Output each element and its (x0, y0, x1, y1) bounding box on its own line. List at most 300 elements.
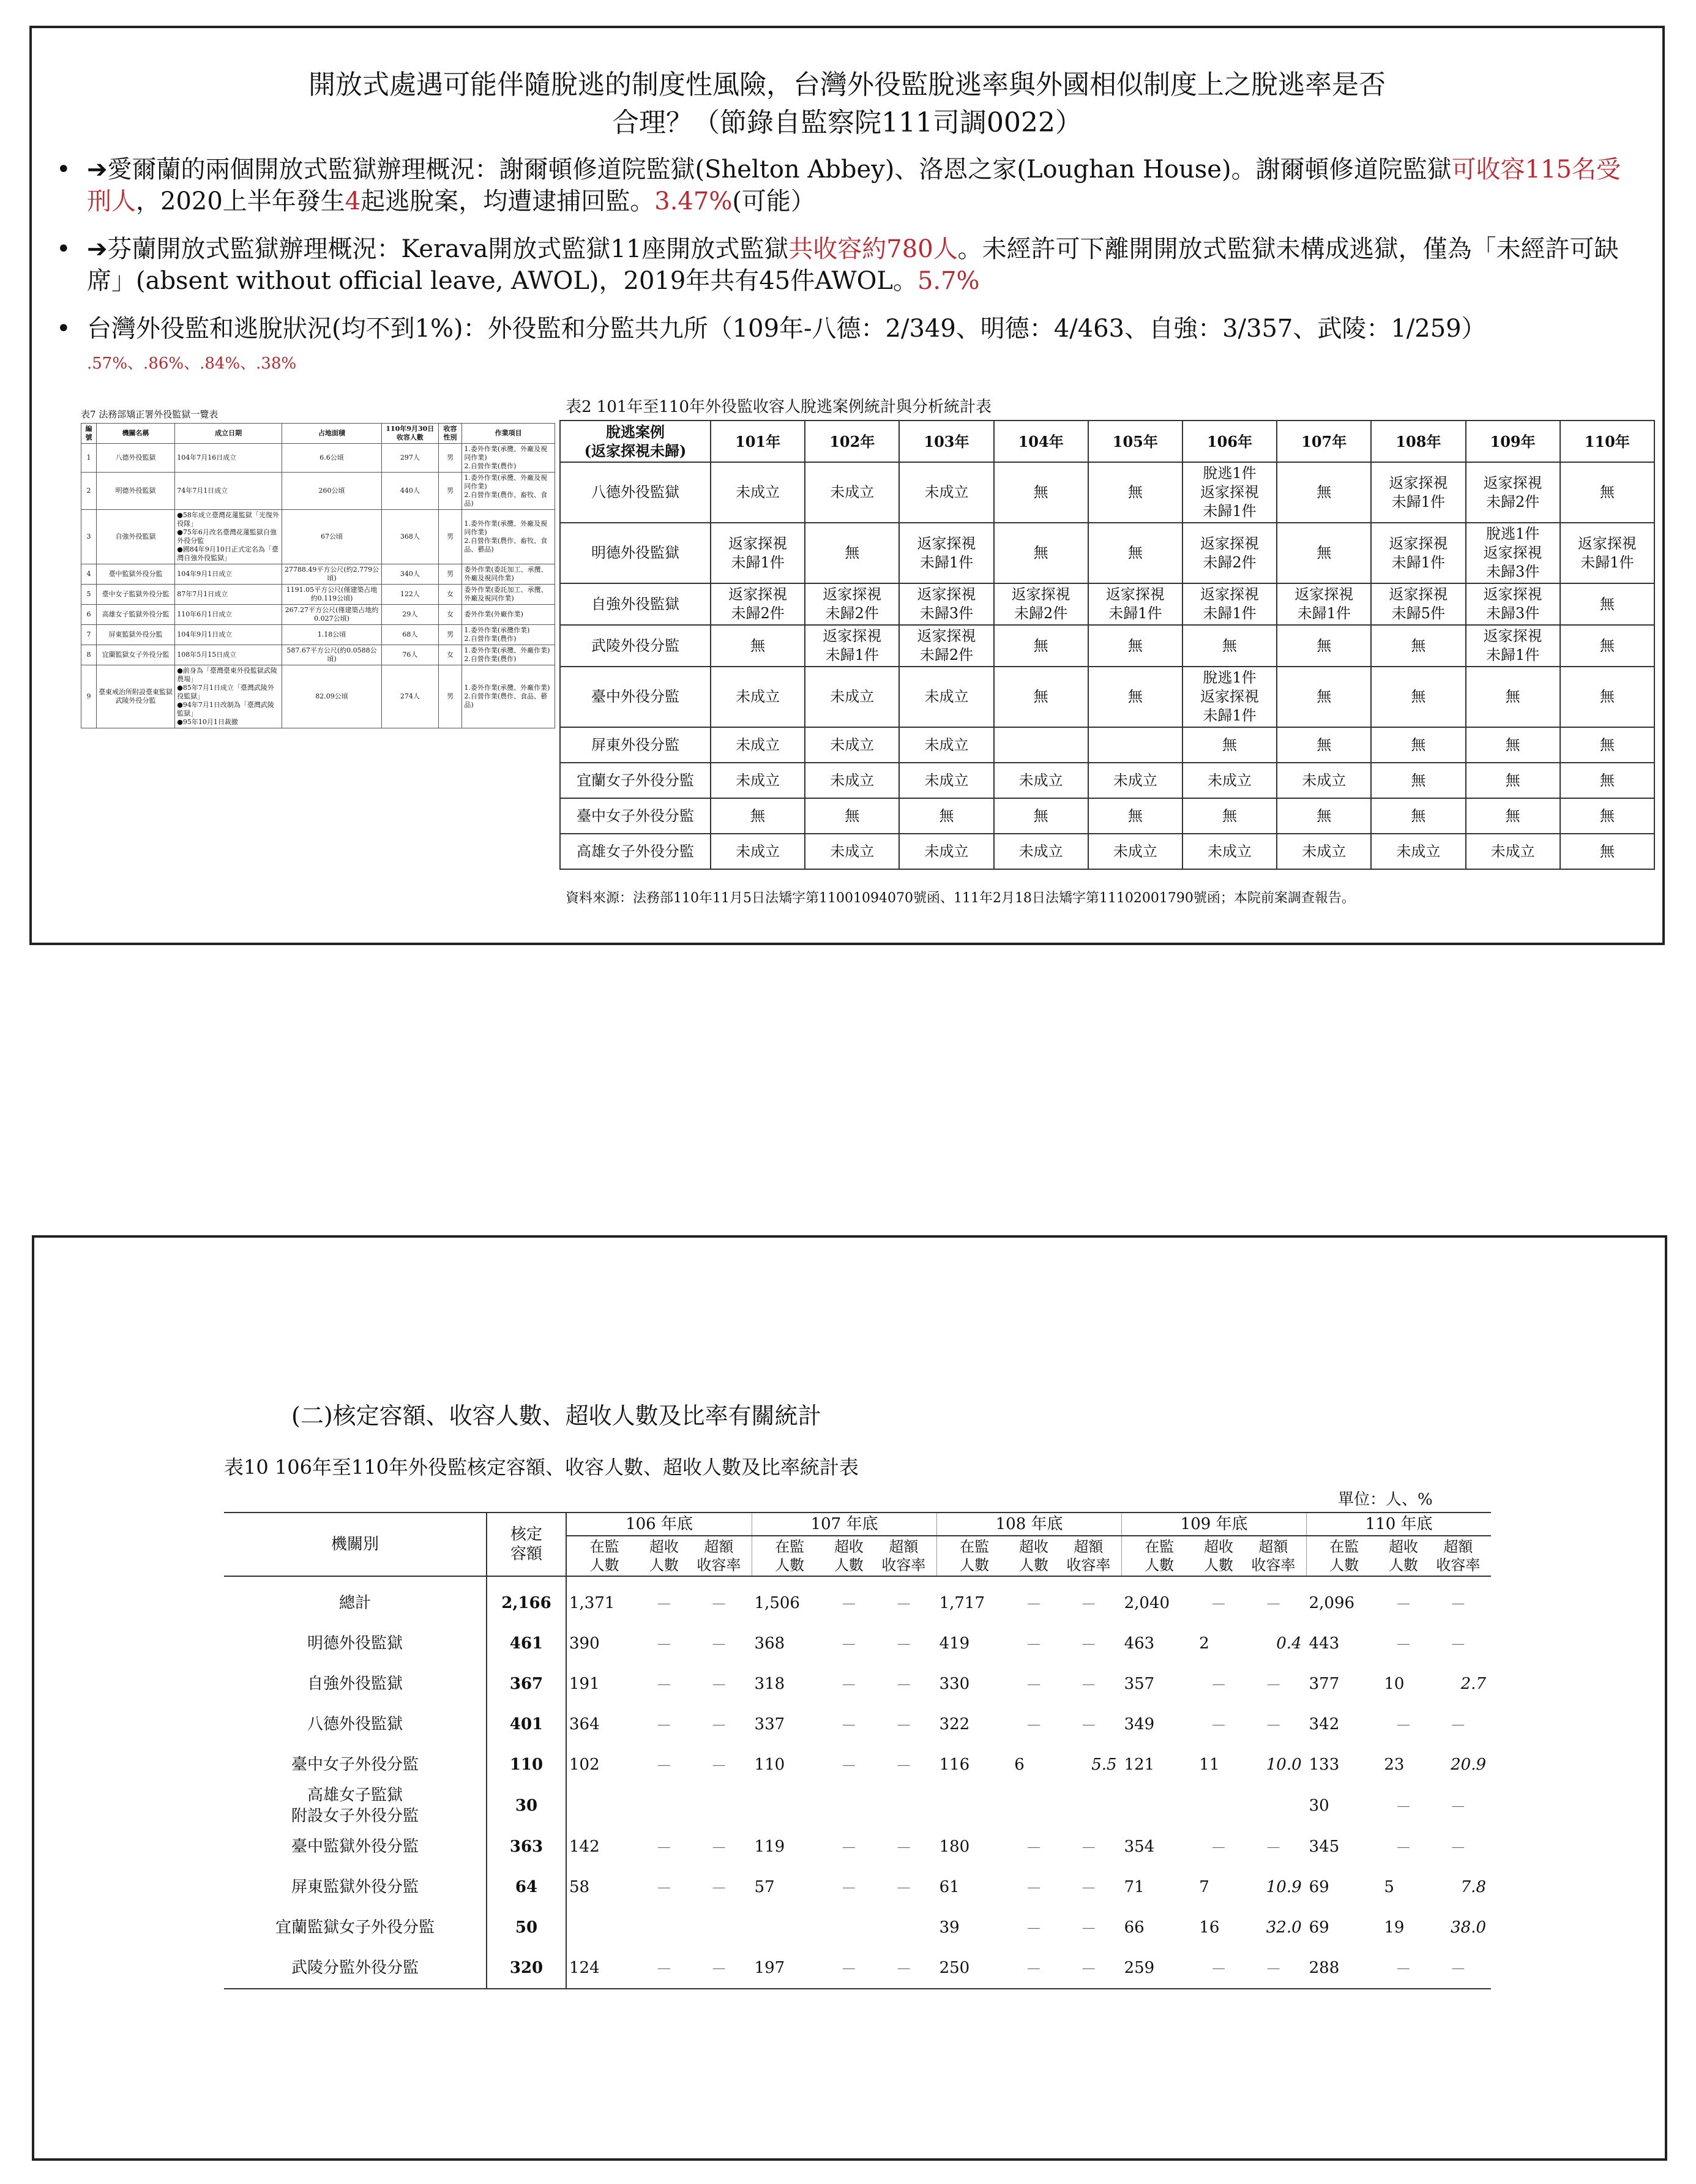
table10-cell: － (1450, 1716, 1466, 1735)
table10-cell: － (1210, 1716, 1227, 1735)
table7-cell: 68人 (382, 625, 439, 645)
table2-row (560, 667, 1654, 727)
table10-cell: － (686, 1948, 752, 1989)
table7-cell: 122人 (382, 585, 439, 605)
table10-cell: － (1056, 1948, 1122, 1989)
table2-year-header: 109年 (1466, 421, 1560, 462)
table2-cell: 無 (899, 798, 993, 834)
table2-cell: 無 (1088, 523, 1182, 583)
table7-cell: 男 (438, 473, 462, 510)
table10-cell: 11 (1199, 1756, 1220, 1774)
table10-cell: 133 (1309, 1756, 1340, 1774)
table10-capacity-header: 核定 容額 (487, 1513, 566, 1576)
table10-subcol-header: 在監 人數 (937, 1536, 1012, 1576)
table10-cell: － (840, 1839, 857, 1858)
table7-cell: 委外作業(外廠作業) (462, 605, 555, 625)
table2-cell: 無 (1182, 625, 1277, 667)
table10-cell: － (1395, 1839, 1412, 1858)
table7 (81, 423, 555, 728)
table7-cell: 1.委外作業(承攬、外廠作業) 2.自營作業(農作、食品、藝品) (462, 665, 555, 728)
table7-cell: 1.委外作業(承攬、外廠及視同作業) 2.自營作業(農作) (462, 444, 555, 473)
table2-cell: 無 (1560, 727, 1654, 763)
table2-cell: 返家探視 未歸1件 (1371, 462, 1465, 523)
table2-cell: 無 (1466, 798, 1560, 834)
table7-cell: 67公頃 (282, 510, 382, 564)
table2-cell: 未成立 (1371, 834, 1465, 869)
table10-org-cell: 自強外役監獄 (307, 1675, 403, 1693)
table10-cell: 10 (1384, 1675, 1405, 1693)
table2-year-header: 101年 (711, 421, 805, 462)
table2-cell: 未成立 (899, 667, 993, 727)
table7-cell: 368人 (382, 510, 439, 564)
table10-year-header: 106 年底 (566, 1513, 752, 1536)
table10-cell: 342 (1309, 1715, 1340, 1733)
table10-cell: － (1395, 1716, 1412, 1735)
table10-cell: 7 (1199, 1878, 1209, 1896)
table10-subcol-header: 在監 人數 (1307, 1536, 1382, 1576)
table10-cell: 2.7 (1460, 1675, 1486, 1693)
table7-cell: 440人 (382, 473, 439, 510)
table10-cell: － (1265, 1716, 1282, 1735)
table10-org-cell: 明德外役監獄 (307, 1634, 403, 1653)
table2-cell: 無 (1466, 763, 1560, 798)
table7-cell: 男 (438, 564, 462, 585)
table7-cell: ●前身為「臺灣臺東外役監獄武陵農場」 ●85年7月1日成立「臺灣武陵外役監獄」 ●94年7月1日改制為「臺灣武陵監獄」 ●95年10月1日裁撤 (175, 665, 282, 728)
table10-cell: － (711, 1757, 727, 1776)
bullet1-red-count: 4 (345, 187, 361, 215)
table10-cell: 61 (939, 1878, 960, 1896)
table7-header-cell: 作業項目 (462, 424, 555, 444)
table2-cell: 返家探視 未歸1件 (899, 523, 993, 583)
table10-subcol-header: 在監 人數 (1122, 1536, 1197, 1576)
table10-cell: 1,371 (569, 1594, 615, 1612)
table2-cell: 未成立 (711, 462, 805, 523)
table2-cell: 無 (994, 667, 1088, 727)
table10-cell: － (1080, 1920, 1097, 1939)
table2-cell: 無 (1088, 625, 1182, 667)
table2-cell: 未成立 (899, 834, 993, 869)
table7-header-cell: 成立日期 (175, 424, 282, 444)
table2-cell: 無 (1560, 625, 1654, 667)
table7-cell: 7 (81, 625, 97, 645)
table10-cell (1056, 1785, 1122, 1827)
table10-cell (827, 1907, 870, 1948)
bullet1-text-c: 起逃脫案，均遭逮捕回監。 (360, 187, 655, 215)
table10-cell: － (827, 1948, 870, 1989)
table10-org-cell: 總計 (338, 1594, 371, 1612)
table10-capacity-cell: 50 (487, 1907, 566, 1948)
table2-cell: 無 (1277, 727, 1371, 763)
table10-capacity-cell: 461 (487, 1623, 566, 1664)
table7-cell: 82.09公頃 (282, 665, 382, 728)
table10-year-header: 108 年底 (937, 1513, 1122, 1536)
table2-year-header: 104年 (994, 421, 1088, 462)
table10-cell: 197 (752, 1948, 827, 1989)
table10-org-header: 機關別 (224, 1513, 487, 1576)
table2-cell: 未成立 (711, 834, 805, 869)
table7-cell: 男 (438, 665, 462, 728)
table7-cell: 29人 (382, 605, 439, 625)
table7-cell: 1.委外作業(承攬作業) 2.自營作業(農作) (462, 625, 555, 645)
table7-cell: 6.6公頃 (282, 444, 382, 473)
table10-cell: － (895, 1757, 912, 1776)
table2-cell: 返家探視 未歸2件 (1182, 523, 1277, 583)
table2-cell: 未成立 (711, 727, 805, 763)
table10-cell: － (1080, 1676, 1097, 1695)
table10-cell: 110 (754, 1756, 785, 1774)
table7-cell: 1.委外作業(承攬、外廠及視同作業) 2.自營作業(農作、畜牧、食品) (462, 473, 555, 510)
table2-cell: 返家探視 未歸1件 (1182, 583, 1277, 625)
table10-cell: － (895, 1716, 912, 1735)
table7-cell: 八德外役監獄 (96, 444, 174, 473)
table2-cell: 無 (1088, 798, 1182, 834)
table10-cell: － (1025, 1636, 1042, 1655)
table2-cell: 無 (805, 523, 899, 583)
table10-cell: － (656, 1636, 672, 1655)
table2-cell: 無 (1088, 462, 1182, 523)
table7-cell: ●58年成立臺灣花蓮監獄「光復外役隊」 ●75年6月改名臺灣花蓮監獄自強外役分監 ●國84年9月10日正式定名為「臺灣自強外役監獄」 (175, 510, 282, 564)
table10-cell: － (1450, 1839, 1466, 1858)
table2-cell: 無 (1277, 462, 1371, 523)
table10-cell: － (1210, 1839, 1227, 1858)
table7-cell: 屏東監獄外役分監 (96, 625, 174, 645)
table2-cell: 未成立 (805, 834, 899, 869)
bullet2-red-capacity: 共收容約780人 (788, 235, 958, 263)
table7-cell: 587.67平方公尺(約0.0588公頃) (282, 645, 382, 665)
table2-year-header: 106年 (1182, 421, 1277, 462)
table7-cell: 108年5月15日成立 (175, 645, 282, 665)
table10-cell: 259 (1122, 1948, 1197, 1989)
table10-cell: 463 (1124, 1634, 1155, 1653)
table10-cell: 121 (1124, 1756, 1155, 1774)
table10-cell: － (656, 1839, 672, 1858)
table7-cell: 260公頃 (282, 473, 382, 510)
table10-cell (827, 1785, 870, 1827)
slide1-title-line2: 合理？（節錄自監察院111司調0022） (612, 107, 1082, 138)
table2-year-header: 105年 (1088, 421, 1182, 462)
table10-cell: 10.0 (1266, 1756, 1302, 1774)
table2-cell: 返家探視 未歸1件 (711, 523, 805, 583)
table10-org-cell: 臺中監獄外役分監 (291, 1838, 419, 1856)
table2-cell: 未成立 (1182, 763, 1277, 798)
table7-cell: 宜蘭監獄女子外役分監 (96, 645, 174, 665)
table2-cell: 脫逃1件 返家探視 未歸1件 (1182, 667, 1277, 727)
table10-capacity-cell: 363 (487, 1827, 566, 1867)
table10-cell (752, 1785, 827, 1827)
table2-year-header: 107年 (1277, 421, 1371, 462)
table10-cell: － (1025, 1595, 1042, 1614)
table10-cell: 142 (569, 1838, 600, 1856)
table10-cell: － (895, 1839, 912, 1858)
table10-capacity-cell: 30 (487, 1785, 566, 1827)
table2-cell: 無 (805, 798, 899, 834)
table10-year-header: 110 年底 (1307, 1513, 1491, 1536)
bullet-list (87, 154, 1629, 395)
table7-cell: 男 (438, 625, 462, 645)
table10-cell: 23 (1384, 1756, 1405, 1774)
slide-2 (32, 1235, 1667, 2161)
bullet2-text-b: 。未經許可下離開開放式監獄未構成逃獄，僅為「未經許可缺席」(absent without official leave, AWOL)，2019年共有45件AWOL。 (87, 235, 1619, 295)
table10-cell: － (1080, 1716, 1097, 1735)
table7-row (81, 625, 555, 645)
table10-cell: － (871, 1948, 937, 1989)
table10-cell (686, 1785, 752, 1827)
table2-row (560, 834, 1654, 869)
table10-cell: － (642, 1948, 685, 1989)
table10-subcol-header: 在監 人數 (752, 1536, 827, 1576)
table7-row (81, 473, 555, 510)
table10-cell (871, 1785, 937, 1827)
table10-cell: 288 (1307, 1948, 1382, 1989)
table10-cell: － (895, 1595, 912, 1614)
table7-row (81, 605, 555, 625)
table2-cell: 返家探視 未歸2件 (805, 583, 899, 625)
table10-cell: － (1265, 1595, 1282, 1614)
table7-cell: 27788.49平方公尺(約2.779公頃) (282, 564, 382, 585)
table10-cell: － (1080, 1879, 1097, 1898)
table2-header-row (560, 421, 1654, 462)
table10-cell: － (1012, 1948, 1055, 1989)
table10-cell: 349 (1124, 1715, 1155, 1733)
table2-cell: 返家探視 未歸1件 (805, 625, 899, 667)
table10-cell: － (1450, 1636, 1466, 1655)
table10-cell: － (840, 1595, 857, 1614)
table10-cell: － (656, 1595, 672, 1614)
table2-cell: 返家探視 未歸2件 (1466, 462, 1560, 523)
bullet-taiwan (87, 313, 1629, 380)
table10-cell: 1,717 (939, 1594, 985, 1612)
table10-cell: 71 (1124, 1878, 1145, 1896)
table10-cell: 180 (939, 1838, 970, 1856)
table7-row (81, 665, 555, 728)
table2-cell: 未成立 (805, 763, 899, 798)
table7-cell: 104年7月16日成立 (175, 444, 282, 473)
table2-cell: 返家探視 未歸3件 (899, 583, 993, 625)
table10-cell: － (1210, 1595, 1227, 1614)
table2-cell (994, 727, 1088, 763)
table7-row (81, 585, 555, 605)
table10-cell: 345 (1309, 1838, 1340, 1856)
table10-cell: 330 (939, 1675, 970, 1693)
table7-cell: 104年9月1日成立 (175, 625, 282, 645)
table2-row (560, 462, 1654, 523)
table7-header-cell: 編號 (81, 424, 97, 444)
table7-cell: 臺東戒治所附設臺東監獄武陵外役分監 (96, 665, 174, 728)
table7-cell: 6 (81, 605, 97, 625)
table7-cell: 1.委外作業(承攬、外廠及視同作業) 2.自營作業(農作、畜牧、食品、藝品) (462, 510, 555, 564)
table7-cell: 高雄女子監獄外役分監 (96, 605, 174, 625)
table10-cell: 66 (1124, 1918, 1145, 1937)
table10-cell: 2 (1199, 1634, 1209, 1653)
table10-row (224, 1785, 1491, 1827)
table10-row (224, 1867, 1491, 1907)
table2-cell: 無 (1277, 523, 1371, 583)
table10-cell: － (1025, 1839, 1042, 1858)
table10-subcol-header: 超額 收容率 (686, 1536, 752, 1576)
table10-cell: 69 (1309, 1918, 1329, 1937)
table7-cell: 自強外役監獄 (96, 510, 174, 564)
table2-cell: 未成立 (899, 462, 993, 523)
table7-cell: 267.27平方公尺(僅建築占地約0.027公頃) (282, 605, 382, 625)
table2-cell: 未成立 (1088, 763, 1182, 798)
table10-org-cell: 屏東監獄外役分監 (291, 1878, 419, 1896)
table10-cell: － (1080, 1636, 1097, 1655)
slide-1 (29, 26, 1665, 945)
table10-cell: － (895, 1676, 912, 1695)
table7-cell: 男 (438, 444, 462, 473)
table10-year-header: 107 年底 (752, 1513, 937, 1536)
table7-cell: 委外作業(委託加工、承攬、外廠及視同作業) (462, 585, 555, 605)
table7-cell: 2 (81, 473, 97, 510)
table2-cell: 脫逃1件 返家探視 未歸3件 (1466, 523, 1560, 583)
table2-cell: 返家探視 未歸2件 (711, 583, 805, 625)
table2-cell: 無 (1560, 667, 1654, 727)
table10-cell: － (656, 1676, 672, 1695)
table2-cell: 無 (1182, 798, 1277, 834)
table10-cell: 2,040 (1124, 1594, 1170, 1612)
table2-cell: 脫逃1件 返家探視 未歸1件 (1182, 462, 1277, 523)
table7-cell: 110年6月1日成立 (175, 605, 282, 625)
table2-cell: 未成立 (994, 834, 1088, 869)
table10-cell: 2,096 (1309, 1594, 1355, 1612)
table7-header-cell: 收容性別 (438, 424, 462, 444)
table10-cell: － (840, 1636, 857, 1655)
bullet1-red-rate: 3.47% (654, 187, 733, 215)
table10-cell (1241, 1785, 1307, 1827)
table10-cell: 10.9 (1266, 1878, 1302, 1896)
table7-header-cell: 110年9月30日收容人數 (382, 424, 439, 444)
table2-cell (1088, 727, 1182, 763)
table7-cell: 女 (438, 645, 462, 665)
table10-cell: － (1025, 1716, 1042, 1735)
table2-cell: 無 (1088, 667, 1182, 727)
table10-cell: － (1395, 1595, 1412, 1614)
table10-cell: － (1450, 1595, 1466, 1614)
table7-cell: 委外作業(委託加工、承攬、外廠及視同作業) (462, 564, 555, 585)
table2-cell: 返家探視 未歸1件 (1560, 523, 1654, 583)
table10-subcol-header: 超額 收容率 (1056, 1536, 1122, 1576)
table10-cell: 390 (569, 1634, 600, 1653)
table10-cell: － (711, 1676, 727, 1695)
table2-row-header: 武陵外役分監 (560, 625, 711, 667)
table2-cell: 無 (1560, 763, 1654, 798)
table10-year-header: 109 年底 (1122, 1513, 1307, 1536)
table2-caption: 表2 101年至110年外役監收容人脫逃案例統計與分析統計表 (566, 398, 992, 416)
table7-cell: 297人 (382, 444, 439, 473)
table10-cell: 357 (1124, 1675, 1155, 1693)
table10-cell (642, 1785, 685, 1827)
table2-cell: 無 (1560, 834, 1654, 869)
slide1-title-line1: 開放式處遇可能伴隨脫逃的制度性風險，台灣外役監脫逃率與外國相似制度上之脫逃率是否 (308, 69, 1386, 100)
table7-cell: 明德外役監獄 (96, 473, 174, 510)
table2-cell: 返家探視 未歸3件 (1466, 583, 1560, 625)
table10-cell: 5 (1384, 1878, 1394, 1896)
table10-cell: 19 (1384, 1918, 1405, 1937)
table7-row (81, 510, 555, 564)
table10-cell: 0.4 (1276, 1634, 1302, 1653)
table10-cell: 318 (754, 1675, 785, 1693)
table10-subcol-header: 超額 收容率 (1425, 1536, 1491, 1576)
table2-cell: 無 (1371, 798, 1465, 834)
table10-capacity-cell: 110 (487, 1745, 566, 1785)
table2-cell: 返家探視 未歸2件 (994, 583, 1088, 625)
table10-subcol-header: 超收 人數 (642, 1536, 685, 1576)
table7-row (81, 564, 555, 585)
table10-org-cell: 高雄女子監獄 附設女子外役分監 (291, 1786, 419, 1825)
table2-cell: 未成立 (711, 667, 805, 727)
table2-row-header: 自強外役監獄 (560, 583, 711, 625)
table7-cell: 87年7月1日成立 (175, 585, 282, 605)
table7-cell: 男 (438, 510, 462, 564)
table2-cell: 未成立 (899, 763, 993, 798)
table10-cell: － (1381, 1948, 1425, 1989)
table10-cell: － (711, 1716, 727, 1735)
table2-row (560, 763, 1654, 798)
table7-cell: 1 (81, 444, 97, 473)
table10-cell: － (840, 1676, 857, 1695)
table2-cell: 無 (1560, 798, 1654, 834)
table2-cell: 無 (994, 523, 1088, 583)
table2-cell: 無 (711, 625, 805, 667)
table2 (559, 420, 1655, 870)
table2-cell: 無 (1371, 727, 1465, 763)
table10-cell: － (1197, 1948, 1240, 1989)
table10-cell: 250 (937, 1948, 1012, 1989)
table2-cell: 返家探視 未歸1件 (1277, 583, 1371, 625)
table10-cell: 364 (569, 1715, 600, 1733)
table10-cell: 443 (1309, 1634, 1340, 1653)
bullet3-red-rates: .57%、.86%、.84%、.38% (87, 354, 297, 373)
table10-cell: 322 (939, 1715, 970, 1733)
table10-org-cell: 臺中女子外役分監 (291, 1756, 419, 1774)
table10-caption: 表10 106年至110年外役監核定容額、收容人數、超收人數及比率統計表 (224, 1456, 859, 1479)
table10-cell: － (711, 1636, 727, 1655)
table2-row-header: 屏東外役分監 (560, 727, 711, 763)
table7-cell: 5 (81, 585, 97, 605)
table7-caption: 表7 法務部矯正署外役監獄一覽表 (81, 409, 219, 420)
table10-capacity-cell: 367 (487, 1664, 566, 1704)
table7-cell: 104年9月1日成立 (175, 564, 282, 585)
table2-row-header: 宜蘭女子外役分監 (560, 763, 711, 798)
table2-year-header: 103年 (899, 421, 993, 462)
table10-cell: 5.5 (1091, 1756, 1117, 1774)
table2-cell: 返家探視 未歸2件 (899, 625, 993, 667)
bullet-finland (87, 233, 1629, 297)
table10-cell (566, 1907, 642, 1948)
table10-cell: 124 (566, 1948, 642, 1989)
table10-row (224, 1576, 1491, 1623)
table10-cell: 20.9 (1451, 1756, 1486, 1774)
table7-cell: 1.委外作業(承攬、外廠作業) 2.自營作業(農作) (462, 645, 555, 665)
table10-cell: － (1450, 1798, 1466, 1817)
table7-cell: 340人 (382, 564, 439, 585)
table10-org-cell: 武陵分監外役分監 (224, 1948, 487, 1989)
table10-cell (1197, 1785, 1240, 1827)
table10-cell: 337 (754, 1715, 785, 1733)
table10-cell: 30 (1309, 1797, 1329, 1815)
bullet3-text: 台灣外役監和逃脫狀況(均不到1%)：外役監和分監共九所（109年-八德：2/349、明德：4/463、自強：3/357、武陵：1/259） (87, 315, 1486, 343)
table2-cell: 無 (1182, 727, 1277, 763)
table10-cell: － (1265, 1839, 1282, 1858)
table10-cell: － (840, 1879, 857, 1898)
table7-header-cell: 機關名稱 (96, 424, 174, 444)
table10-cell: 119 (754, 1838, 785, 1856)
table2-cell: 未成立 (1277, 834, 1371, 869)
table7-cell: 74年7月1日成立 (175, 473, 282, 510)
table10-cell: 102 (569, 1756, 600, 1774)
table10-org-cell: 宜蘭監獄女子外役分監 (275, 1918, 435, 1937)
table2-corner-header: 脫逃案例 (返家探視未歸) (560, 421, 711, 462)
